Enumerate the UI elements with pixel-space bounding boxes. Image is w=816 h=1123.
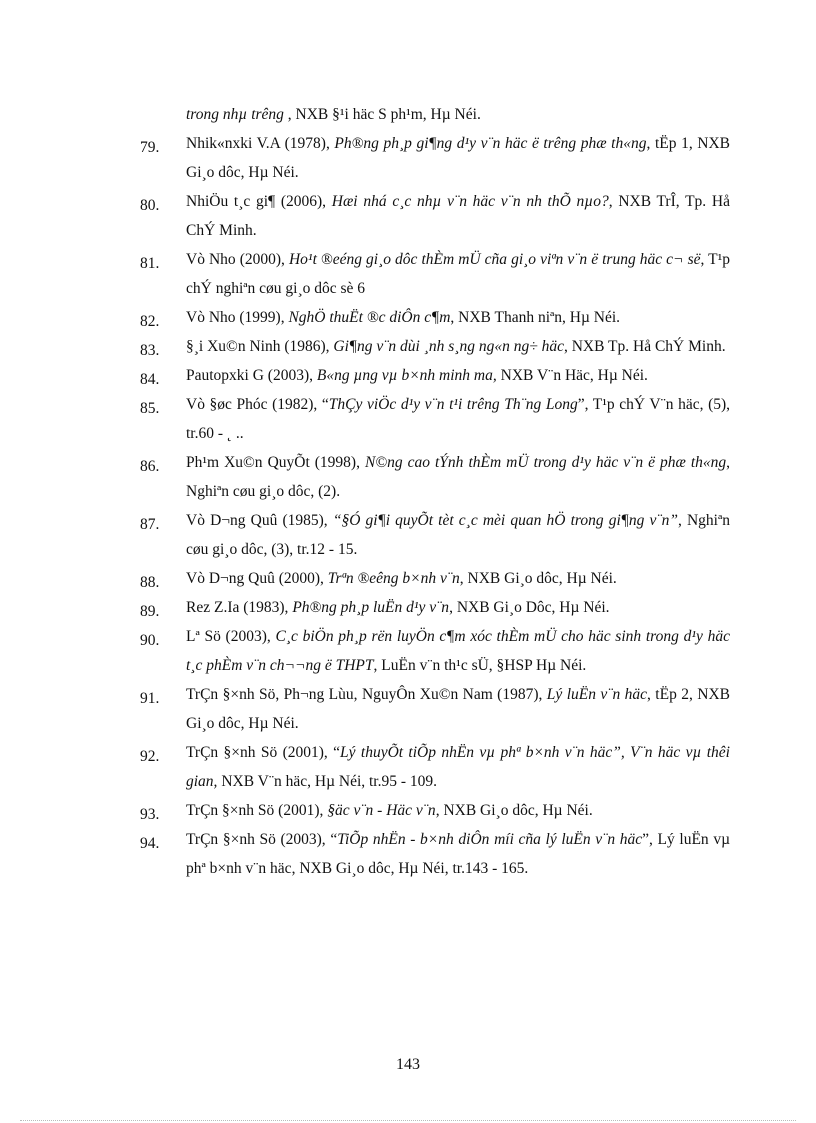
reference-item	[140, 593, 730, 622]
reference-author: Pautopxki G (2003),	[186, 367, 317, 384]
reference-text	[186, 825, 730, 883]
reference-text	[186, 129, 730, 187]
reference-number: 84.	[140, 371, 160, 388]
reference-number: 86.	[140, 458, 160, 475]
reference-title: C¸c biÖn ph¸p rën luyÖn c¶m xóc thÈm mÜ cho häc sinh trong d¹y häc t¸c phÈm v¨n ch¬¬ng ë THPT	[186, 628, 730, 674]
reference-number: 88.	[140, 574, 160, 591]
reference-publisher: , Nghiªn cøu gi¸o dôc, (2).	[186, 454, 730, 500]
reference-item	[140, 506, 730, 564]
reference-item	[140, 680, 730, 738]
reference-publisher: , Nghiªn cøu gi¸o dôc, (3), tr.12 - 15.	[186, 512, 730, 558]
reference-publisher: ”, Lý luËn vµ phª b×nh v¨n häc, NXB Gi¸o dôc, Hµ Néi, tr.143 - 165.	[186, 831, 730, 877]
reference-item	[140, 187, 730, 245]
reference-publisher: , NXB Gi¸o dôc, Hµ Néi.	[459, 570, 617, 587]
reference-item	[140, 825, 730, 883]
reference-publisher: , NXB Gi¸o Dôc, Hµ Néi.	[449, 599, 610, 616]
reference-title: B«ng µng vµ b×nh minh ma,	[316, 367, 497, 384]
reference-list	[140, 100, 730, 883]
reference-publisher: , NXB Gi¸o dôc, Hµ Néi.	[435, 802, 593, 819]
reference-publisher: , tËp 2, NXB Gi¸o dôc, Hµ Néi.	[186, 686, 730, 732]
reference-number: 80.	[140, 197, 160, 214]
reference-title: ThÇy viÖc d¹y v¨n t¹i trêng Th¨ng Long	[328, 396, 578, 413]
reference-author: Nhik«nxki V.A (1978),	[186, 135, 335, 152]
reference-text	[186, 738, 730, 796]
reference-title: Hæi nhá c¸c nhµ v¨n häc v¨n nh thÕ nµo?	[331, 193, 609, 210]
reference-number: 89.	[140, 603, 160, 620]
reference-author: Lª Sö (2003),	[186, 628, 276, 645]
reference-author: TrÇn §×nh Sö (2001), “	[186, 744, 341, 761]
reference-text	[186, 332, 730, 361]
continuation-rest: , NXB §¹i häc S ph¹m, Hµ Néi.	[283, 106, 481, 123]
reference-item	[140, 738, 730, 796]
reference-publisher: ”, T¹p chÝ V¨n häc, (5), tr.60 - ˛ ..	[186, 396, 731, 442]
reference-text	[186, 245, 730, 303]
reference-author: Vò Nho (2000),	[186, 251, 289, 268]
reference-text	[186, 680, 730, 738]
reference-author: TrÇn §×nh Sö (2003), “	[186, 831, 338, 848]
reference-publisher: , LuËn v¨n th¹c sÜ, §HSP Hµ Néi.	[373, 657, 587, 674]
reference-text	[186, 187, 730, 245]
reference-number: 92.	[140, 748, 160, 765]
reference-author: Rez Z.Ia (1983),	[186, 599, 293, 616]
page-bottom-divider	[20, 1120, 796, 1121]
reference-author: Vò Nho (1999),	[186, 309, 289, 326]
continuation-italic: trong nhµ trêng	[186, 106, 284, 123]
reference-item	[140, 796, 730, 825]
reference-text	[186, 796, 730, 825]
reference-title: Ho¹t ®eéng gi¸o dôc thÈm mÜ cña gi¸o viªn v¨n ë trung häc c¬ së	[288, 251, 701, 268]
reference-item	[140, 129, 730, 187]
reference-title: “§Ó gi¶i quyÕt tèt c¸c mèi quan hÖ trong gi¶ng v¨n”	[332, 512, 678, 529]
reference-item	[140, 448, 730, 506]
reference-publisher: , NXB Tp. Hå ChÝ Minh.	[563, 338, 726, 355]
reference-title: Ph®ng ph¸p gi¶ng d¹y v¨n häc ë trêng phæ th«ng	[334, 135, 647, 152]
reference-number: 85.	[140, 400, 160, 417]
reference-author: TrÇn §×nh Sö, Ph¬ng Lùu, NguyÔn Xu©n Nam (1987),	[186, 686, 547, 703]
reference-number: 79.	[140, 139, 160, 156]
reference-number: 82.	[140, 313, 160, 330]
reference-title: Ph®ng ph¸p luËn d¹y v¨n	[292, 599, 450, 616]
reference-number: 91.	[140, 690, 160, 707]
reference-item	[140, 390, 730, 448]
reference-number: 90.	[140, 632, 160, 649]
reference-item	[140, 622, 730, 680]
reference-text	[186, 448, 730, 506]
reference-author: Ph¹m Xu©n QuyÕt (1998),	[186, 454, 365, 471]
reference-author: §¸i Xu©n Ninh (1986),	[186, 338, 334, 355]
reference-number: 81.	[140, 255, 160, 272]
reference-number: 83.	[140, 342, 160, 359]
reference-publisher: NXB V¨n häc, Hµ Néi, tr.95 - 109.	[217, 773, 438, 790]
reference-title: NghÖ thuËt ®c diÔn c¶m	[288, 309, 451, 326]
reference-number: 87.	[140, 516, 160, 533]
reference-publisher: , NXB TrÎ, Tp. Hå ChÝ Minh.	[186, 193, 730, 239]
reference-title: §äc v¨n - Häc v¨n	[327, 802, 436, 819]
reference-title: Lý luËn v¨n häc	[546, 686, 647, 703]
reference-text	[186, 622, 730, 680]
reference-text	[186, 593, 730, 622]
reference-item	[140, 361, 730, 390]
reference-item	[140, 303, 730, 332]
reference-entries	[140, 129, 730, 883]
page-number: 143	[396, 1056, 420, 1073]
reference-item	[140, 245, 730, 303]
reference-text	[186, 506, 730, 564]
reference-author: Vò D¬ng Quû (1985),	[186, 512, 333, 529]
reference-text	[186, 303, 730, 332]
reference-text	[186, 390, 730, 448]
reference-author: Vò D¬ng Quû (2000),	[186, 570, 328, 587]
reference-author: Vò §øc Phóc (1982), “	[186, 396, 329, 413]
reference-title: Lý thuyÕt tiÕp nhËn vµ phª b×nh v¨n häc”, V¨n häc vµ thêi gian,	[186, 744, 730, 790]
reference-item	[140, 564, 730, 593]
reference-author: TrÇn §×nh Sö (2001),	[186, 802, 328, 819]
reference-author: NhiÖu t¸c gi¶ (2006),	[186, 193, 332, 210]
reference-item	[140, 332, 730, 361]
reference-title: Trªn ®eêng b×nh v¨n	[327, 570, 460, 587]
reference-number: 93.	[140, 806, 160, 823]
reference-text	[186, 361, 730, 390]
reference-title: Gi¶ng v¨n dùi ¸nh s¸ng ng«n ng÷ häc	[333, 338, 564, 355]
reference-publisher: , NXB Thanh niªn, Hµ Néi.	[450, 309, 621, 326]
reference-title: TiÕp nhËn - b×nh diÔn míi cña lý luËn v¨n häc	[337, 831, 643, 848]
reference-title: N©ng cao tÝnh thÈm mÜ trong d¹y häc v¨n ë phæ th«ng	[364, 454, 727, 471]
reference-text	[186, 564, 730, 593]
reference-publisher: , T¹p chÝ nghiªn cøu gi¸o dôc sè 6	[186, 251, 730, 297]
reference-number: 94.	[140, 835, 160, 852]
reference-publisher: NXB V¨n Häc, Hµ Néi.	[496, 367, 648, 384]
reference-publisher: , tËp 1, NXB Gi¸o dôc, Hµ Néi.	[186, 135, 731, 181]
continuation-line	[186, 100, 730, 129]
